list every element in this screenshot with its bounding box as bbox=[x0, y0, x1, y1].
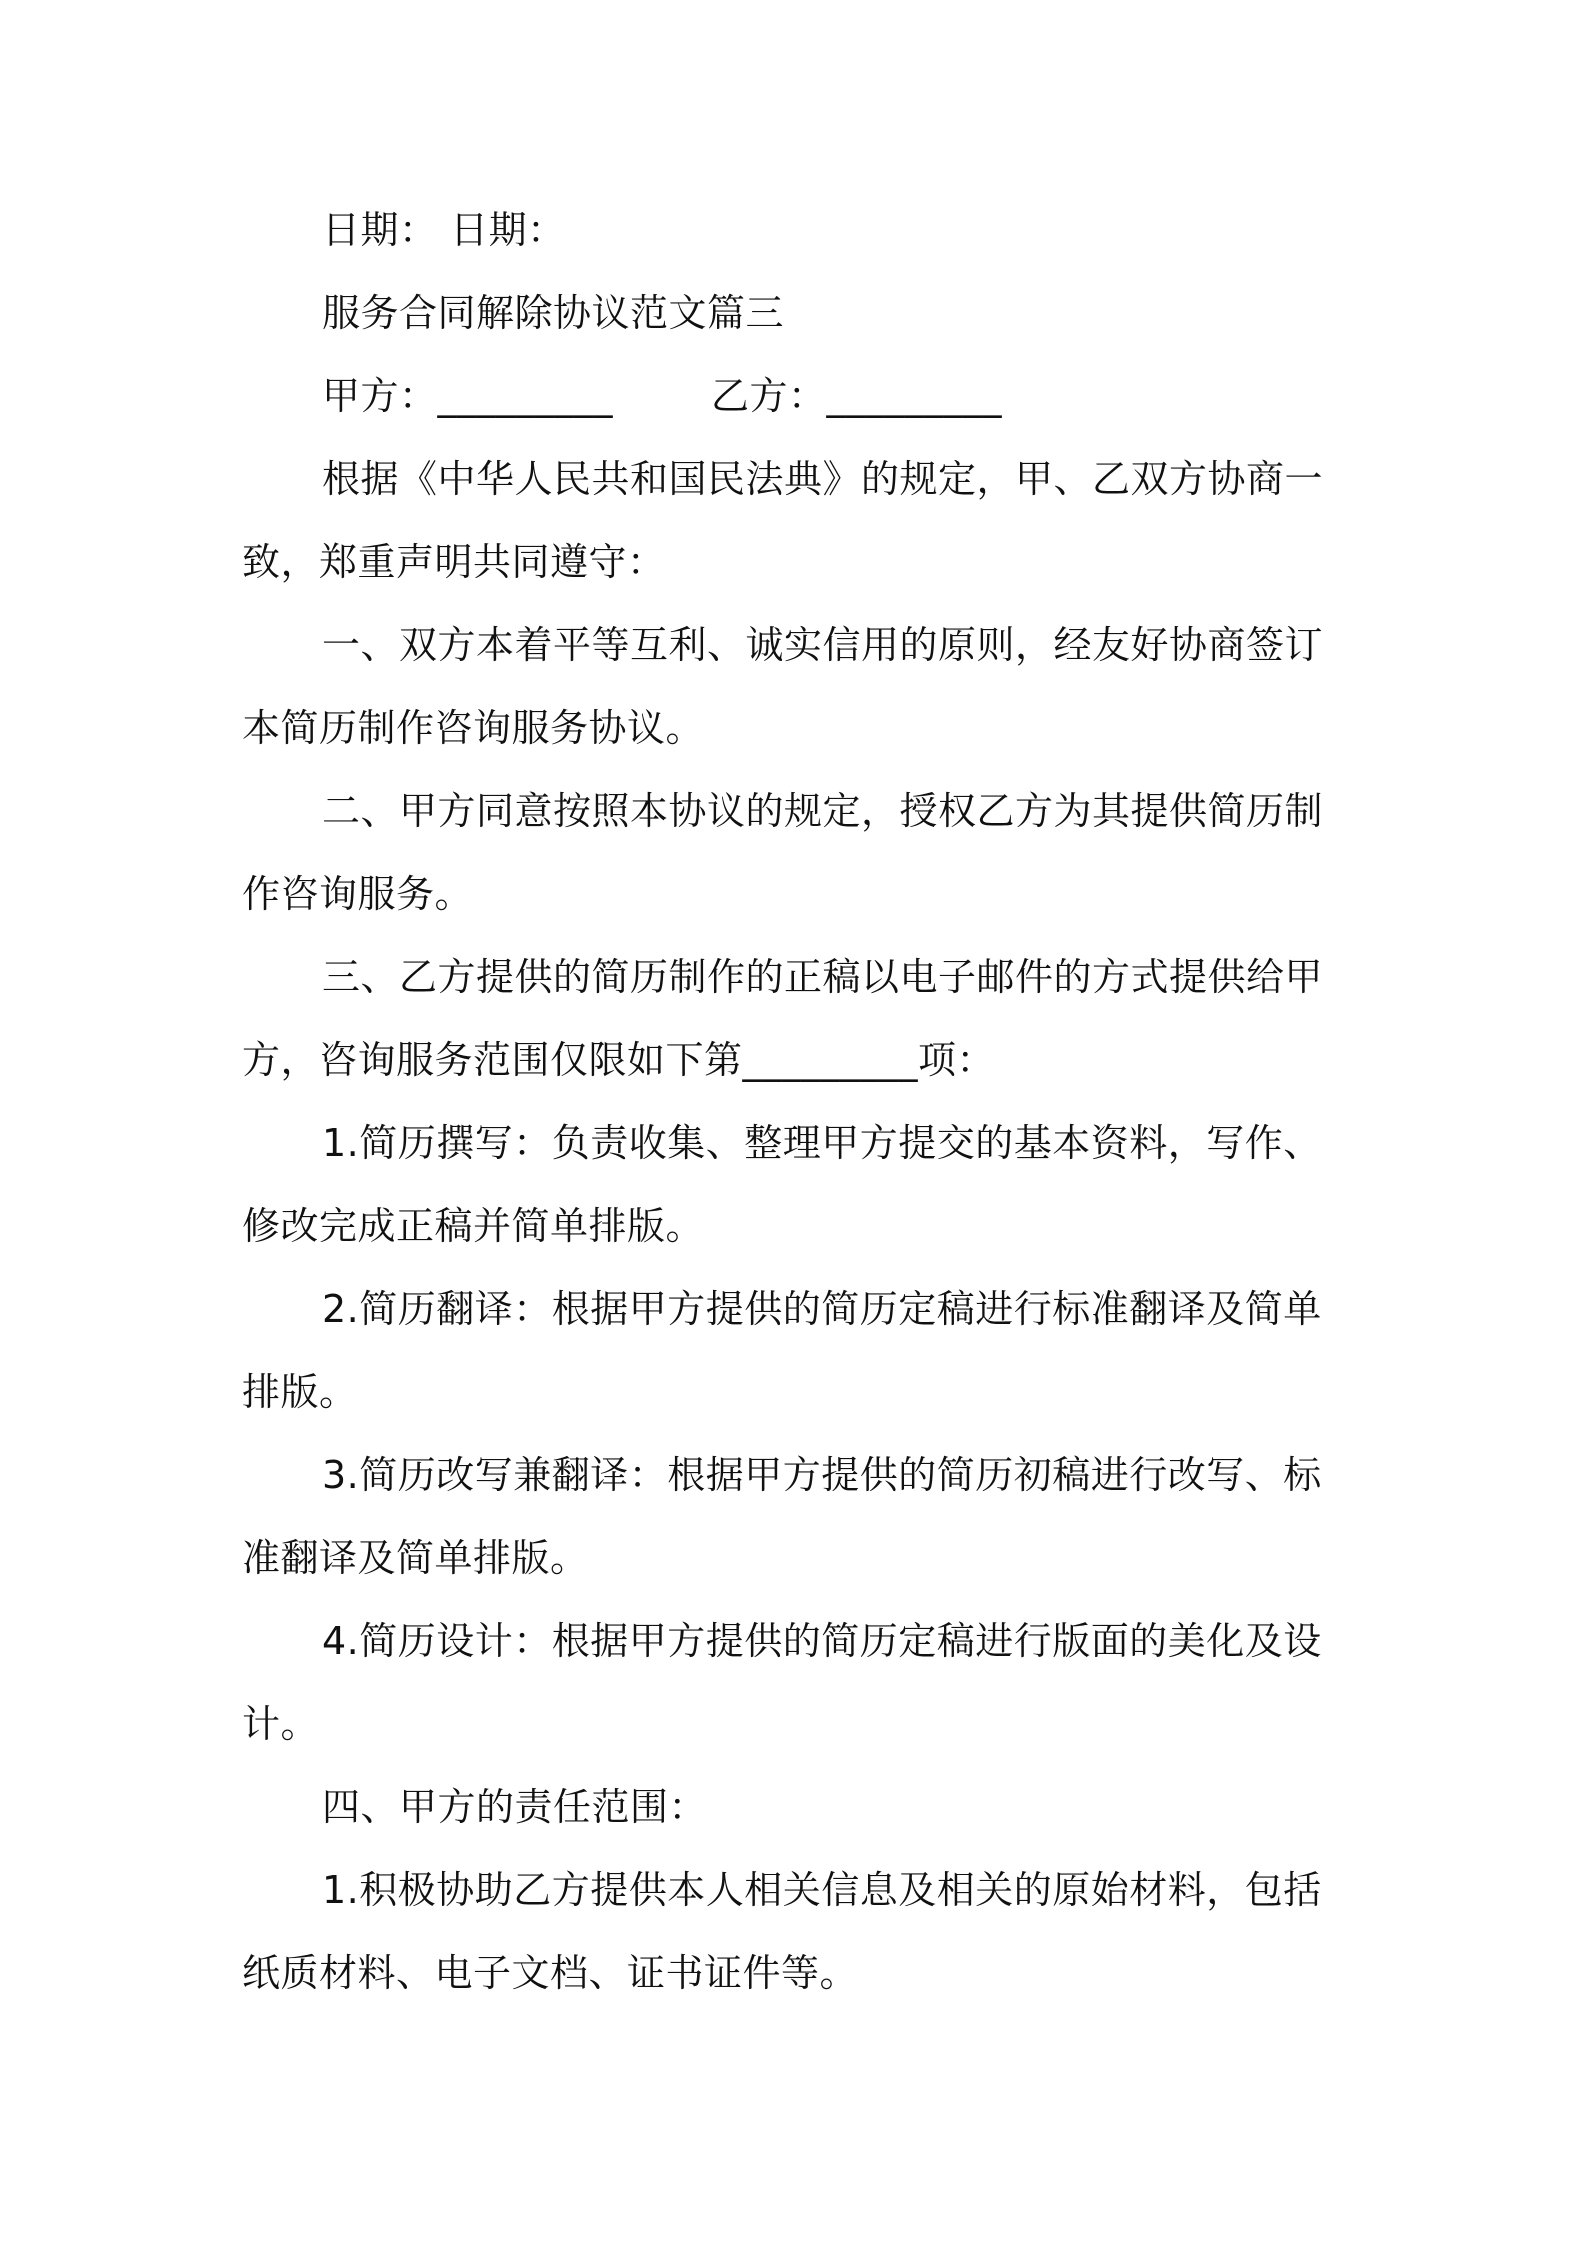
paragraph-line: 修改完成正稿并简单排版。 bbox=[242, 1204, 705, 1248]
paragraph-line: 排版。 bbox=[242, 1370, 358, 1414]
paragraph-line: 二、甲方同意按照本协议的规定，授权乙方为其提供简历制 bbox=[322, 789, 1324, 833]
paragraph-line: 作咨询服务。 bbox=[242, 872, 474, 916]
paragraph-line: 1.简历撰写：负责收集、整理甲方提交的基本资料，写作、 bbox=[322, 1121, 1322, 1165]
paragraph-line: 准翻译及简单排版。 bbox=[242, 1536, 589, 1580]
paragraph-line: 纸质材料、电子文档、证书证件等。 bbox=[242, 1951, 859, 1995]
paragraph-line: 三、乙方提供的简历制作的正稿以电子邮件的方式提供给甲 bbox=[322, 955, 1324, 999]
section-heading: 四、甲方的责任范围： bbox=[322, 1785, 708, 1829]
scope-blank: _________ bbox=[742, 1038, 919, 1082]
scope-text-end: 项： bbox=[918, 1038, 996, 1082]
party-line bbox=[0, 371, 1586, 421]
paragraph-line: 一、双方本着平等互利、诚实信用的原则，经友好协商签订 bbox=[322, 623, 1324, 667]
paragraph-line: 计。 bbox=[242, 1702, 320, 1746]
paragraph-line: 3.简历改写兼翻译：根据甲方提供的简历初稿进行改写、标 bbox=[322, 1453, 1322, 1497]
scope-text: 方，咨询服务范围仅限如下第 bbox=[242, 1038, 743, 1082]
party-b-label: 乙方： bbox=[711, 374, 827, 418]
paragraph-line: 1.积极协助乙方提供本人相关信息及相关的原始材料，包括 bbox=[322, 1868, 1322, 1912]
section-title: 服务合同解除协议范文篇三 bbox=[322, 291, 785, 335]
paragraph-line: 根据《中华人民共和国民法典》的规定，甲、乙双方协商一 bbox=[322, 457, 1324, 501]
paragraph-line bbox=[0, 1035, 1586, 1085]
paragraph-line: 2.简历翻译：根据甲方提供的简历定稿进行标准翻译及简单 bbox=[322, 1287, 1322, 1331]
date-line: 日期： 日期： bbox=[322, 208, 566, 252]
party-a-label: 甲方： bbox=[322, 374, 438, 418]
paragraph-line: 4.简历设计：根据甲方提供的简历定稿进行版面的美化及设 bbox=[322, 1619, 1322, 1663]
paragraph-line: 本简历制作咨询服务协议。 bbox=[242, 706, 705, 750]
paragraph-line: 致，郑重声明共同遵守： bbox=[242, 540, 666, 584]
party-a-blank: _________ bbox=[437, 374, 614, 418]
party-b-blank: _________ bbox=[826, 374, 1003, 418]
